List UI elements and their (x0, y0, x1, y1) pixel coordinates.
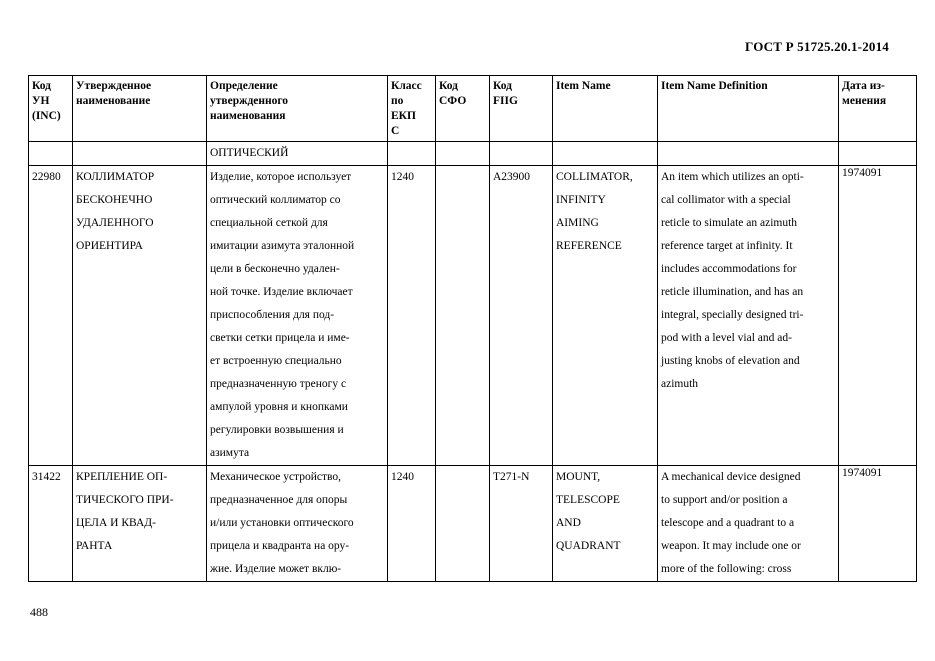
cell-line: reticle to simulate an azimuth (661, 217, 798, 229)
cell-ekps-class (388, 142, 436, 166)
cell-value: A23900 (493, 171, 531, 183)
column-header-line: FIIG (493, 95, 518, 107)
column-header (388, 76, 436, 142)
cell-item-definition (658, 466, 839, 582)
cell-line: pod with a level vial and ad- (661, 332, 792, 344)
cell-line: имитации азимута эталонной (210, 240, 355, 252)
cell-change-date (839, 466, 917, 582)
column-header-line: Утвержденное (76, 80, 152, 92)
cell-line: КРЕПЛЕНИЕ ОП- (76, 471, 168, 483)
continued-text: ОПТИЧЕСКИЙ (210, 147, 289, 159)
cell-line: приспособления для под- (210, 309, 335, 321)
column-header (207, 76, 388, 142)
cell-fiig (490, 166, 553, 466)
cell-line: предназначенную треногу с (210, 378, 347, 390)
column-header-line: по (391, 95, 404, 107)
column-header (436, 76, 490, 142)
cell-line: ОРИЕНТИРА (76, 240, 143, 252)
cell-sfo-code (436, 466, 490, 582)
cell-line: An item which utilizes an opti- (661, 171, 804, 183)
column-header-line: Дата из- (842, 80, 885, 92)
column-header-line: УН (32, 95, 50, 107)
cell-fiig (490, 466, 553, 582)
cell-value: 31422 (32, 471, 61, 483)
cell-line: weapon. It may include one or (661, 540, 801, 552)
column-header-line: Код (493, 80, 513, 92)
cell-inc (29, 142, 73, 166)
column-header (490, 76, 553, 142)
cell-value (439, 166, 486, 189)
cell-line: РАНТА (76, 540, 113, 552)
page-number: 488 (30, 605, 48, 619)
cell-line: Изделие, которое использует (210, 171, 352, 183)
column-header (73, 76, 207, 142)
cell-line: AIMING (556, 217, 599, 229)
column-header (29, 76, 73, 142)
cell-sfo-code (436, 166, 490, 466)
column-header (839, 76, 917, 142)
cell-line: QUADRANT (556, 540, 621, 552)
cell-item-definition (658, 142, 839, 166)
column-header-line: Item Name (556, 80, 611, 92)
column-header (658, 76, 839, 142)
cell-line: MOUNT, (556, 471, 601, 483)
cell-line: жие. Изделие может вклю- (210, 563, 342, 575)
cell-name-ru (73, 466, 207, 582)
cell-sfo-code (436, 142, 490, 166)
cell-line: ной точке. Изделие включает (210, 286, 353, 298)
cell-line: ет встроенную специально (210, 355, 342, 367)
cell-ekps-class (388, 466, 436, 582)
cell-line: COLLIMATOR, (556, 171, 633, 183)
cell-line: БЕСКОНЕЧНО (76, 194, 153, 206)
cell-line: ТИЧЕСКОГО ПРИ- (76, 494, 174, 506)
column-header-line: Код (32, 80, 52, 92)
column-header-line: (INC) (32, 110, 61, 122)
column-header-line: менения (842, 95, 887, 107)
cell-line: includes accommodations for (661, 263, 797, 275)
document-standard-header: ГОСТ Р 51725.20.1-2014 (745, 39, 889, 54)
cell-line: Механическое устройство, (210, 471, 341, 483)
cell-change-date (839, 142, 917, 166)
cell-line: УДАЛЕННОГО (76, 217, 154, 229)
cell-value: 1974091 (842, 467, 883, 479)
cell-line: to support and/or position a (661, 494, 788, 506)
column-header-line: Класс (391, 80, 422, 92)
continued-row (29, 142, 917, 166)
cell-line: integral, specially designed tri- (661, 309, 804, 321)
column-header-line: Код (439, 80, 459, 92)
cell-line: cal collimator with a special (661, 194, 791, 206)
cell-change-date (839, 166, 917, 466)
cell-line: AND (556, 517, 581, 529)
cell-line: светки сетки прицела и име- (210, 332, 350, 344)
cell-line: предназначенное для опоры (210, 494, 348, 506)
table-header-row (29, 76, 917, 142)
cell-line: ЦЕЛА И КВАД- (76, 517, 156, 529)
cell-line: азимута (210, 447, 250, 459)
cell-item-definition (658, 166, 839, 466)
cell-value: T271-N (493, 471, 530, 483)
cell-line: justing knobs of elevation and (661, 355, 800, 367)
cell-item-name (553, 166, 658, 466)
cell-line: REFERENCE (556, 240, 622, 252)
column-header (553, 76, 658, 142)
cell-name-ru (73, 166, 207, 466)
cell-value: 1240 (391, 471, 414, 483)
cell-inc (29, 466, 73, 582)
cell-name-ru (73, 142, 207, 166)
cell-line: more of the following: cross (661, 563, 792, 575)
cell-item-name (553, 466, 658, 582)
column-header-line: Определение (210, 80, 278, 92)
cell-line: A mechanical device designed (661, 471, 801, 483)
cell-value: 1974091 (842, 167, 883, 179)
cell-line: INFINITY (556, 194, 606, 206)
cell-value: 22980 (32, 171, 61, 183)
specification-table (28, 75, 917, 582)
cell-line: и/или установки оптического (210, 517, 354, 529)
cell-line: TELESCOPE (556, 494, 620, 506)
cell-line: КОЛЛИМАТОР (76, 171, 155, 183)
cell-inc (29, 166, 73, 466)
cell-line: reference target at infinity. It (661, 240, 793, 252)
cell-definition-ru (207, 466, 388, 582)
column-header-line: СФО (439, 95, 467, 107)
cell-line: azimuth (661, 378, 699, 390)
cell-line: регулировки возвышения и (210, 424, 344, 436)
cell-line: оптический коллиматор со (210, 194, 341, 206)
cell-line: цели в бесконечно удален- (210, 263, 340, 275)
cell-fiig (490, 142, 553, 166)
column-header-line: ЕКП (391, 110, 416, 122)
column-header-line: наименование (76, 95, 151, 107)
column-header-line: утвержденного (210, 95, 289, 107)
cell-line: telescope and a quadrant to a (661, 517, 795, 529)
cell-definition-ru (207, 142, 388, 166)
table-row (29, 466, 917, 582)
column-header-line: Item Name Definition (661, 80, 768, 92)
cell-line: прицела и квадранта на ору- (210, 540, 350, 552)
cell-definition-ru (207, 166, 388, 466)
cell-line: специальной сеткой для (210, 217, 328, 229)
cell-line: reticle illumination, and has an (661, 286, 804, 298)
column-header-line: С (391, 125, 400, 137)
cell-line: ампулой уровня и кнопками (210, 401, 348, 413)
cell-value: 1240 (391, 171, 414, 183)
table-row (29, 166, 917, 466)
cell-ekps-class (388, 166, 436, 466)
column-header-line: наименования (210, 110, 286, 122)
cell-item-name (553, 142, 658, 166)
cell-value (439, 466, 486, 489)
